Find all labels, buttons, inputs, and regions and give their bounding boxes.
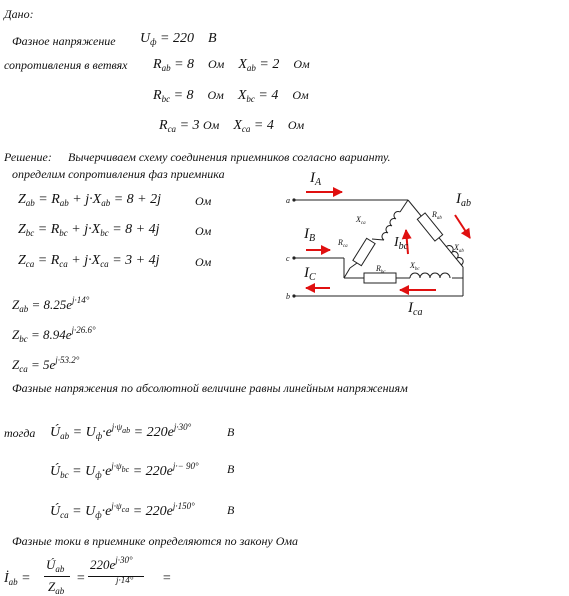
label-xbc: $X_{bc}$ (410, 261, 420, 272)
solution-heading: Решение: (4, 150, 52, 164)
phase-voltage-label: Фазное напряжение (12, 34, 116, 48)
inductor-xbc (410, 273, 450, 278)
voltage-ab-unit: В (227, 425, 235, 439)
current-ab-den: $Z_{ab}$ (48, 579, 65, 596)
fraction-bar-1 (44, 576, 70, 577)
label-ica: $I_{ca}$ (408, 300, 423, 318)
voltage-ca-unit: В (227, 503, 235, 517)
phase-voltage-note: Фазные напряжения по абсолютной величине равны линейным напряжениям (12, 381, 408, 395)
current-ab-num2: $220e^{j\cdot 30^\circ}$ (90, 555, 133, 572)
resistor-rca (353, 238, 375, 265)
branches-label: сопротивления в ветвях (4, 58, 128, 72)
polar-ca: $Z_{ca} = 5e^{j\cdot 53.2^\circ}$ (12, 355, 80, 374)
label-ibc: $I_{bc}$ (394, 235, 409, 252)
node-a-dot (292, 198, 295, 201)
voltage-ab: $Ú_{ab} = U_ф\cdot e^{j\cdot\psi_{ab}} = 220e^{j\cdot 30^\circ}$ (50, 422, 192, 441)
circuit-diagram (280, 160, 480, 320)
label-xca: $X_{ca}$ (356, 215, 366, 226)
label-xab: $X_{ab}$ (454, 243, 464, 254)
given-row-ca: $R_{ca} = 3$ Ом $X_{ca} = 4$ Ом (159, 118, 305, 134)
solution-step2: определим сопротивления фаз приемника (12, 167, 225, 181)
impedance-bc-unit: Ом (195, 224, 212, 238)
currents-note: Фазные токи в приемнике определяются по закону Ома (12, 534, 299, 548)
solution-step1: Вычерчиваем схему соединения приемников согласно варианту. (68, 150, 391, 164)
label-ia: $I_A$ (310, 170, 322, 188)
voltage-ca: $Ú_{ca} = U_ф\cdot e^{j\cdot\psi_{ca}} = 220e^{j\cdot 150^\circ}$ (50, 501, 195, 520)
node-c-label: c (286, 254, 290, 263)
phase-voltage-formula: $U_ф = 220$ В (140, 31, 217, 47)
impedance-ab-unit: Ом (195, 194, 212, 208)
label-rab: $R_{ab}$ (432, 210, 442, 221)
node-b-label: b (286, 292, 290, 301)
node-b-dot (292, 294, 295, 297)
then-label: тогда (4, 426, 36, 440)
current-ab-num: $Ú_{ab}$ (46, 557, 65, 574)
current-ab-eq3: = (162, 571, 172, 586)
node-c-dot (292, 256, 295, 259)
impedance-ab: $Z_{ab} = R_{ab} + j\cdot X_{ab} = 8 + 2j$ (18, 192, 161, 208)
voltage-bc: $Ú_{bc} = U_ф\cdot e^{j\cdot\psi_{bc}} = 220e^{j\cdot- 90^\circ}$ (50, 461, 199, 480)
polar-ab: $Z_{ab} = 8.25e^{j\cdot 14^\circ}$ (12, 295, 90, 314)
current-ab-lhs: $İ_{ab}$ = (4, 571, 31, 587)
polar-bc: $Z_{bc} = 8.94e^{j\cdot 26.6^\circ}$ (12, 325, 96, 344)
arrow-iab (455, 215, 470, 238)
given-row-ab: $R_{ab} = 8$ Ом $X_{ab} = 2$ Ом (153, 57, 310, 73)
current-ab-den2: j·14° (116, 575, 134, 585)
given-heading: Дано: (4, 7, 34, 21)
label-rca: $R_{ca}$ (338, 238, 348, 249)
label-ic: $I_C$ (304, 265, 316, 283)
given-row-bc: $R_{bc} = 8$ Ом $X_{bc} = 4$ Ом (153, 88, 309, 104)
impedance-bc: $Z_{bc} = R_{bc} + j\cdot X_{bc} = 8 + 4j$ (18, 222, 160, 238)
label-rbc: $R_{bc}$ (376, 264, 386, 275)
label-ib: $I_B$ (304, 226, 316, 244)
current-ab-eq2: = (76, 571, 86, 586)
label-iab: $I_{ab}$ (456, 191, 471, 209)
node-a-label: a (286, 196, 290, 205)
voltage-bc-unit: В (227, 462, 235, 476)
impedance-ca: $Z_{ca} = R_{ca} + j\cdot X_{ca} = 3 + 4j$ (18, 253, 160, 269)
impedance-ca-unit: Ом (195, 255, 212, 269)
